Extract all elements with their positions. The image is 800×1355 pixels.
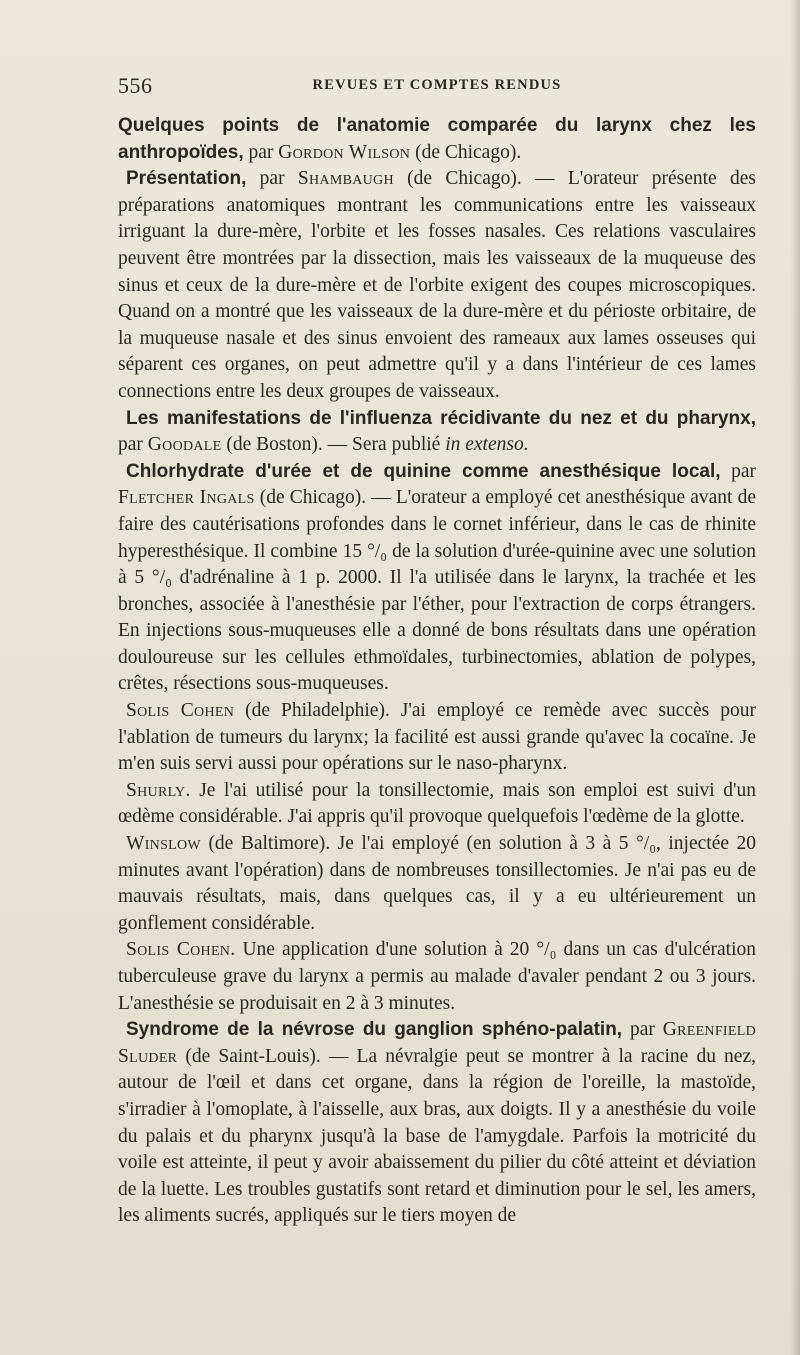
page-number: 556 (118, 73, 153, 98)
article-presentation: Présentation, par Shambaugh (de Chicago). — L'orateur présente des préparations anatomiques montrant les communications entre les vaisseaux irriguant la dure-mère, l'orbite et les fosses nasales. Ces relations vasculaires peuvent être montrées par la dissection, mais les vaisseaux de la muqueuse des sinus et ceux de la dure-mère et de l'orbite exigent des coupes microscopiques. Quand on a montré que les vaisseaux de la dure-mère et du périoste orbitaire, de la muqueuse nasale et des sinus envoient des rameaux aux lames osseuses qui séparent ces organes, on peut admettre qu'il y a dans l'intérieur de ces lames connections entre les deux groupes de vaisseaux. (118, 168, 756, 402)
speaker-name: Solis Cohen. (126, 939, 236, 961)
speaker-name: Shurly. (126, 779, 191, 801)
article-body: L'orateur présente des préparations anatomiques montrant les communications entre les vaisseaux irriguant la dure-mère, l'orbite et les fosses nasales. Ces relations vasculaires peuvent être montrées par la dissection, mais les vaisseaux de la muqueuse des sinus et ceux de la dure-mère et de l'orbite exigent des coupes microscopiques. Quand on a montré que les vaisseaux de la dure-mère et du périoste orbitaire, de la muqueuse nasale et des sinus envoient des rameaux aux lames osseuses qui séparent ces organes, on peut admettre qu'il y a dans l'intérieur de ces lames connections entre les deux groupes de vaisseaux. (118, 168, 756, 402)
article-title: Présentation, (126, 168, 247, 190)
article-body: L'orateur a employé cet anesthésique avant de faire des cautérisations profondes dans le cornet inférieur, dans le cas de rhinite hyperesthésique. Il combine 15 °/₀ de la solution d'urée-quinine avec une solution à 5 °/₀ d'adrénaline à 1 p. 2000. Il l'a utilisée dans le larynx, la trachée et les bronches, associée à l'anesthésie par l'éther, pour l'extraction de corps étrangers. En injections sous-muqueuses elle a donné de bons résultats dans une opération douloureuse sur les cellules ethmoïdales, turbinectomies, ablation de polypes, crêtes, résections sous-muqueuses. (118, 487, 756, 695)
author-name: Greenfield Sluder (118, 1019, 756, 1067)
article-title: Syndrome de la névrose du ganglion sphéno-palatin, (126, 1019, 623, 1041)
publication-note: in extenso. (445, 434, 529, 456)
discussion-paragraph (118, 698, 756, 778)
article-anatomie-larynx: Quelques points de l'anatomie comparée du larynx chez les anthropoïdes, par Gordon Wilson (de Chicago). (118, 115, 756, 163)
article-body: La névralgie peut se montrer à la racine du nez, autour de l'œil et dans cet organe, dans la région de l'oreille, la mastoïde, s'irradier à l'omoplate, à l'aisselle, aux bras, aux doigts. Il y a anesthésie du voile du palais et du pharynx jusqu'à la base de l'amygdale. Parfois la motricité du voile est atteinte, il peut y avoir abaissement du pilier du côté atteint et déviation de la luette. Les troubles gustatifs sont retard et diminution pour le sel, les amers, les aliments sucrés, appliqués sur le tiers moyen de (118, 1045, 756, 1227)
article-title: Les manifestations de l'influenza récidivante du nez et du pharynx, (126, 407, 756, 429)
speaker-name: Solis Cohen (126, 700, 235, 722)
article-influenza: Les manifestations de l'influenza récidivante du nez et du pharynx, par Goodale (de Boston). — Sera publié in extenso. (118, 407, 756, 456)
page-header (118, 73, 756, 101)
article-syndrome-ganglion: Syndrome de la névrose du ganglion sphéno-palatin, par Greenfield Sluder (de Saint-Louis). — La névralgie peut se montrer à la racine du nez, autour de l'œil et dans cet organe, dans la région de l'oreille, la mastoïde, s'irradier à l'omoplate, à l'aisselle, aux bras, aux doigts. Il y a anesthésie du voile du palais et du pharynx jusqu'à la base de l'amygdale. Parfois la motricité du voile est atteinte, il peut y avoir abaissement du pilier du côté atteint et déviation de la luette. Les troubles gustatifs sont retard et diminution pour le sel, les amers, les aliments sucrés, appliqués sur le tiers moyen de (118, 1019, 756, 1227)
body-text (118, 113, 756, 1230)
discussion-text: Une application d'une solution à 20 °/₀ dans un cas d'ulcération tuberculeuse grave du larynx a permis au malade d'avaler pendant 2 ou 3 jours. L'anesthésie se produisait en 2 à 3 minutes. (118, 939, 756, 1014)
speaker-name: Winslow (126, 833, 201, 855)
discussion-text: Je l'ai utilisé pour la tonsillectomie, mais son emploi est suivi d'un œdème considérable. J'ai appris qu'il provoque quelquefois l'œdème de la glotte. (118, 779, 756, 828)
discussion-text: (de Baltimore). Je l'ai employé (en solution à 3 à 5 °/₀, injectée 20 minutes avant l'opération) dans de nombreuses tonsillectomies. Je n'ai pas eu de mauvais résultats, mais, dans quelques cas, il y a eu ultérieurement un gonflement considérable. (118, 833, 756, 934)
author-name: Fletcher Ingals (118, 487, 255, 509)
page-edge-shadow (790, 0, 800, 1355)
author-name: Goodale (147, 434, 222, 456)
article-title: Chlorhydrate d'urée et de quinine comme anesthésique local, (126, 460, 721, 482)
article-title: Quelques points de l'anatomie comparée du larynx chez les anthropoïdes, (118, 115, 756, 163)
discussion-paragraph (118, 778, 756, 831)
discussion-text: (de Philadelphie). J'ai employé ce remède avec succès pour l'ablation de tumeurs du larynx; la facilité est aussi grande qu'avec la cocaïne. Je m'en suis servi aussi pour opérations sur le naso-pharynx. (118, 700, 756, 775)
discussion-paragraph (118, 937, 756, 1017)
article-chlorhydrate: Chlorhydrate d'urée et de quinine comme anesthésique local, par Fletcher Ingals (de Chicago). — L'orateur a employé cet anesthésique avant de faire des cautérisations profondes dans le cornet inférieur, dans le cas de rhinite hyperesthésique. Il combine 15 °/₀ de la solution d'urée-quinine avec une solution à 5 °/₀ d'adrénaline à 1 p. 2000. Il l'a utilisée dans le larynx, la trachée et les bronches, associée à l'anesthésie par l'éther, pour l'extraction de corps étrangers. En injections sous-muqueuses elle a donné de bons résultats dans une opération douloureuse sur les cellules ethmoïdales, turbinectomies, ablation de polypes, crêtes, résections sous-muqueuses. (118, 460, 756, 695)
discussion-paragraph (118, 831, 756, 937)
author-name: Gordon Wilson (278, 141, 411, 163)
author-name: Shambaugh (297, 168, 394, 190)
running-title: REVUES ET COMPTES RENDUS (312, 77, 562, 93)
